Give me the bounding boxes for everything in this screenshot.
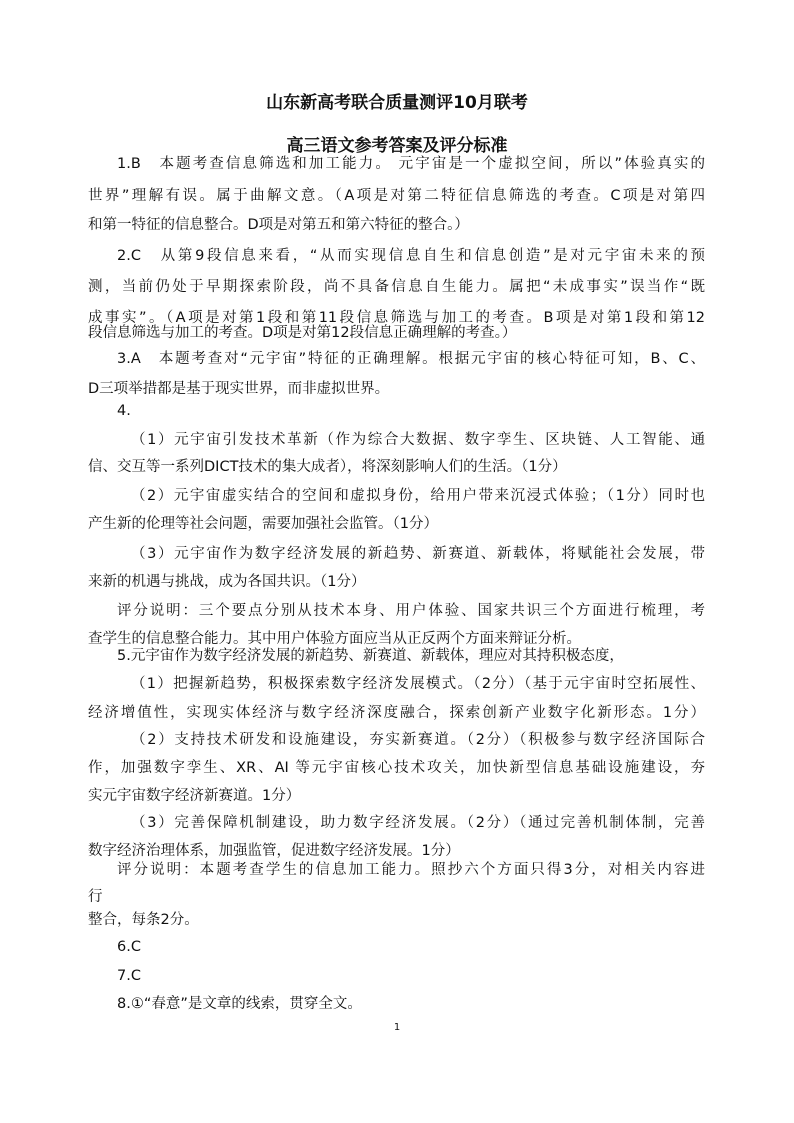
- text-line: 评分说明：本题考查学生的信息加工能力。照抄六个方面只得3分，对相关内容进: [117, 862, 705, 878]
- text-line: （3）完善保障机制建设，助力数字经济发展。（2分）（通过完善机制体制，完善: [131, 815, 705, 831]
- text-line: 3.A 本题考查对“元宇宙”特征的正确理解。根据元宇宙的核心特征可知，B、C、: [117, 351, 705, 367]
- text-line: （3）元宇宙作为数字经济发展的新趋势、新赛道、新载体，将赋能社会发展，带: [131, 546, 705, 562]
- text-line: 8.①“春意”是文章的线索，贯穿全文。: [117, 996, 362, 1012]
- text-line: （1）把握新趋势，积极探索数字经济发展模式。（2分）（基于元宇宙时空拓展性、: [131, 676, 705, 692]
- text-line: 7.C: [117, 968, 141, 984]
- text-line: 查学生的信息整合能力。其中用户体验方面应当从正反两个方面来辩证分析。: [88, 631, 581, 647]
- text-line: 评分说明：三个要点分别从技术本身、用户体验、国家共识三个方面进行梳理，考: [117, 603, 705, 619]
- text-line: （2）元宇宙虚实结合的空间和虚拟身份，给用户带来沉浸式体验；（1分）同时也: [131, 488, 705, 504]
- text-line: 段信息筛选与加工的考查。D项是对第12段信息正确理解的考查。）: [88, 325, 517, 341]
- text-line: 数字经济治理体系，加强监管，促进数字经济发展。1分）: [88, 843, 460, 859]
- text-line: D三项举措都是基于现实世界，而非虚拟世界。: [88, 381, 390, 397]
- text-line: 来新的机遇与挑战，成为各国共识。（1分）: [88, 574, 366, 590]
- text-line: 和第一特征的信息整合。D项是对第五和第六特征的整合。）: [88, 217, 469, 233]
- text-line: 信、交互等一系列DICT技术的集大成者），将深刻影响人们的生活。（1分）: [88, 459, 567, 475]
- text-line: 作，加强数字孪生、XR、AI 等元宇宙核心技术攻关，加快新型信息基础设施建设，夯: [88, 760, 705, 776]
- text-line: 产生新的伦理等社会问题，需要加强社会监管。（1分）: [88, 516, 438, 532]
- text-line: 1.B 本题考查信息筛选和加工能力。 元宇宙是一个虚拟空间，所以”体验真实的: [117, 156, 705, 172]
- text-line: （1）元宇宙引发技术革新（作为综合大数据、数字孪生、区块链、人工智能、通: [131, 432, 705, 448]
- text-line: 5.元宇宙作为数字经济发展的新趋势、新赛道、新载体，理应对其持积极态度，: [117, 648, 624, 664]
- document-title: 山东新高考联合质量测评10月联考: [266, 93, 528, 113]
- text-line: 行: [88, 889, 103, 905]
- text-line: 4.: [117, 403, 131, 419]
- text-line: 2.C 从第9段信息来看，“从而实现信息自生和信息创造”是对元宇宙未来的预: [117, 248, 705, 264]
- text-line: 测，当前仍处于早期探索阶段，尚不具备信息自生能力。属把“未成事实”误当作“既: [88, 279, 705, 295]
- text-line: 6.C: [117, 939, 141, 955]
- page-number: 1: [393, 1022, 401, 1033]
- text-line: 实元宇宙数字经济新赛道。1分）: [88, 788, 301, 804]
- text-line: 经济增值性，实现实体经济与数字经济深度融合，探索创新产业数字化新形态。1分）: [88, 705, 705, 721]
- text-line: 成事实”。（A项是对第1段和第11段信息筛选与加工的考查。B项是对第1段和第12: [88, 310, 705, 326]
- text-line: 整合，每条2分。: [88, 912, 199, 928]
- text-line: （2）支持技术研发和设施建设，夯实新赛道。（2分）（积极参与数字经济国际合: [131, 732, 705, 748]
- document-subtitle: 高三语文参考答案及评分标准: [286, 136, 508, 156]
- text-line: 世界”理解有误。属于曲解文意。（A项是对第二特征信息筛选的考查。C项是对第四: [88, 188, 705, 204]
